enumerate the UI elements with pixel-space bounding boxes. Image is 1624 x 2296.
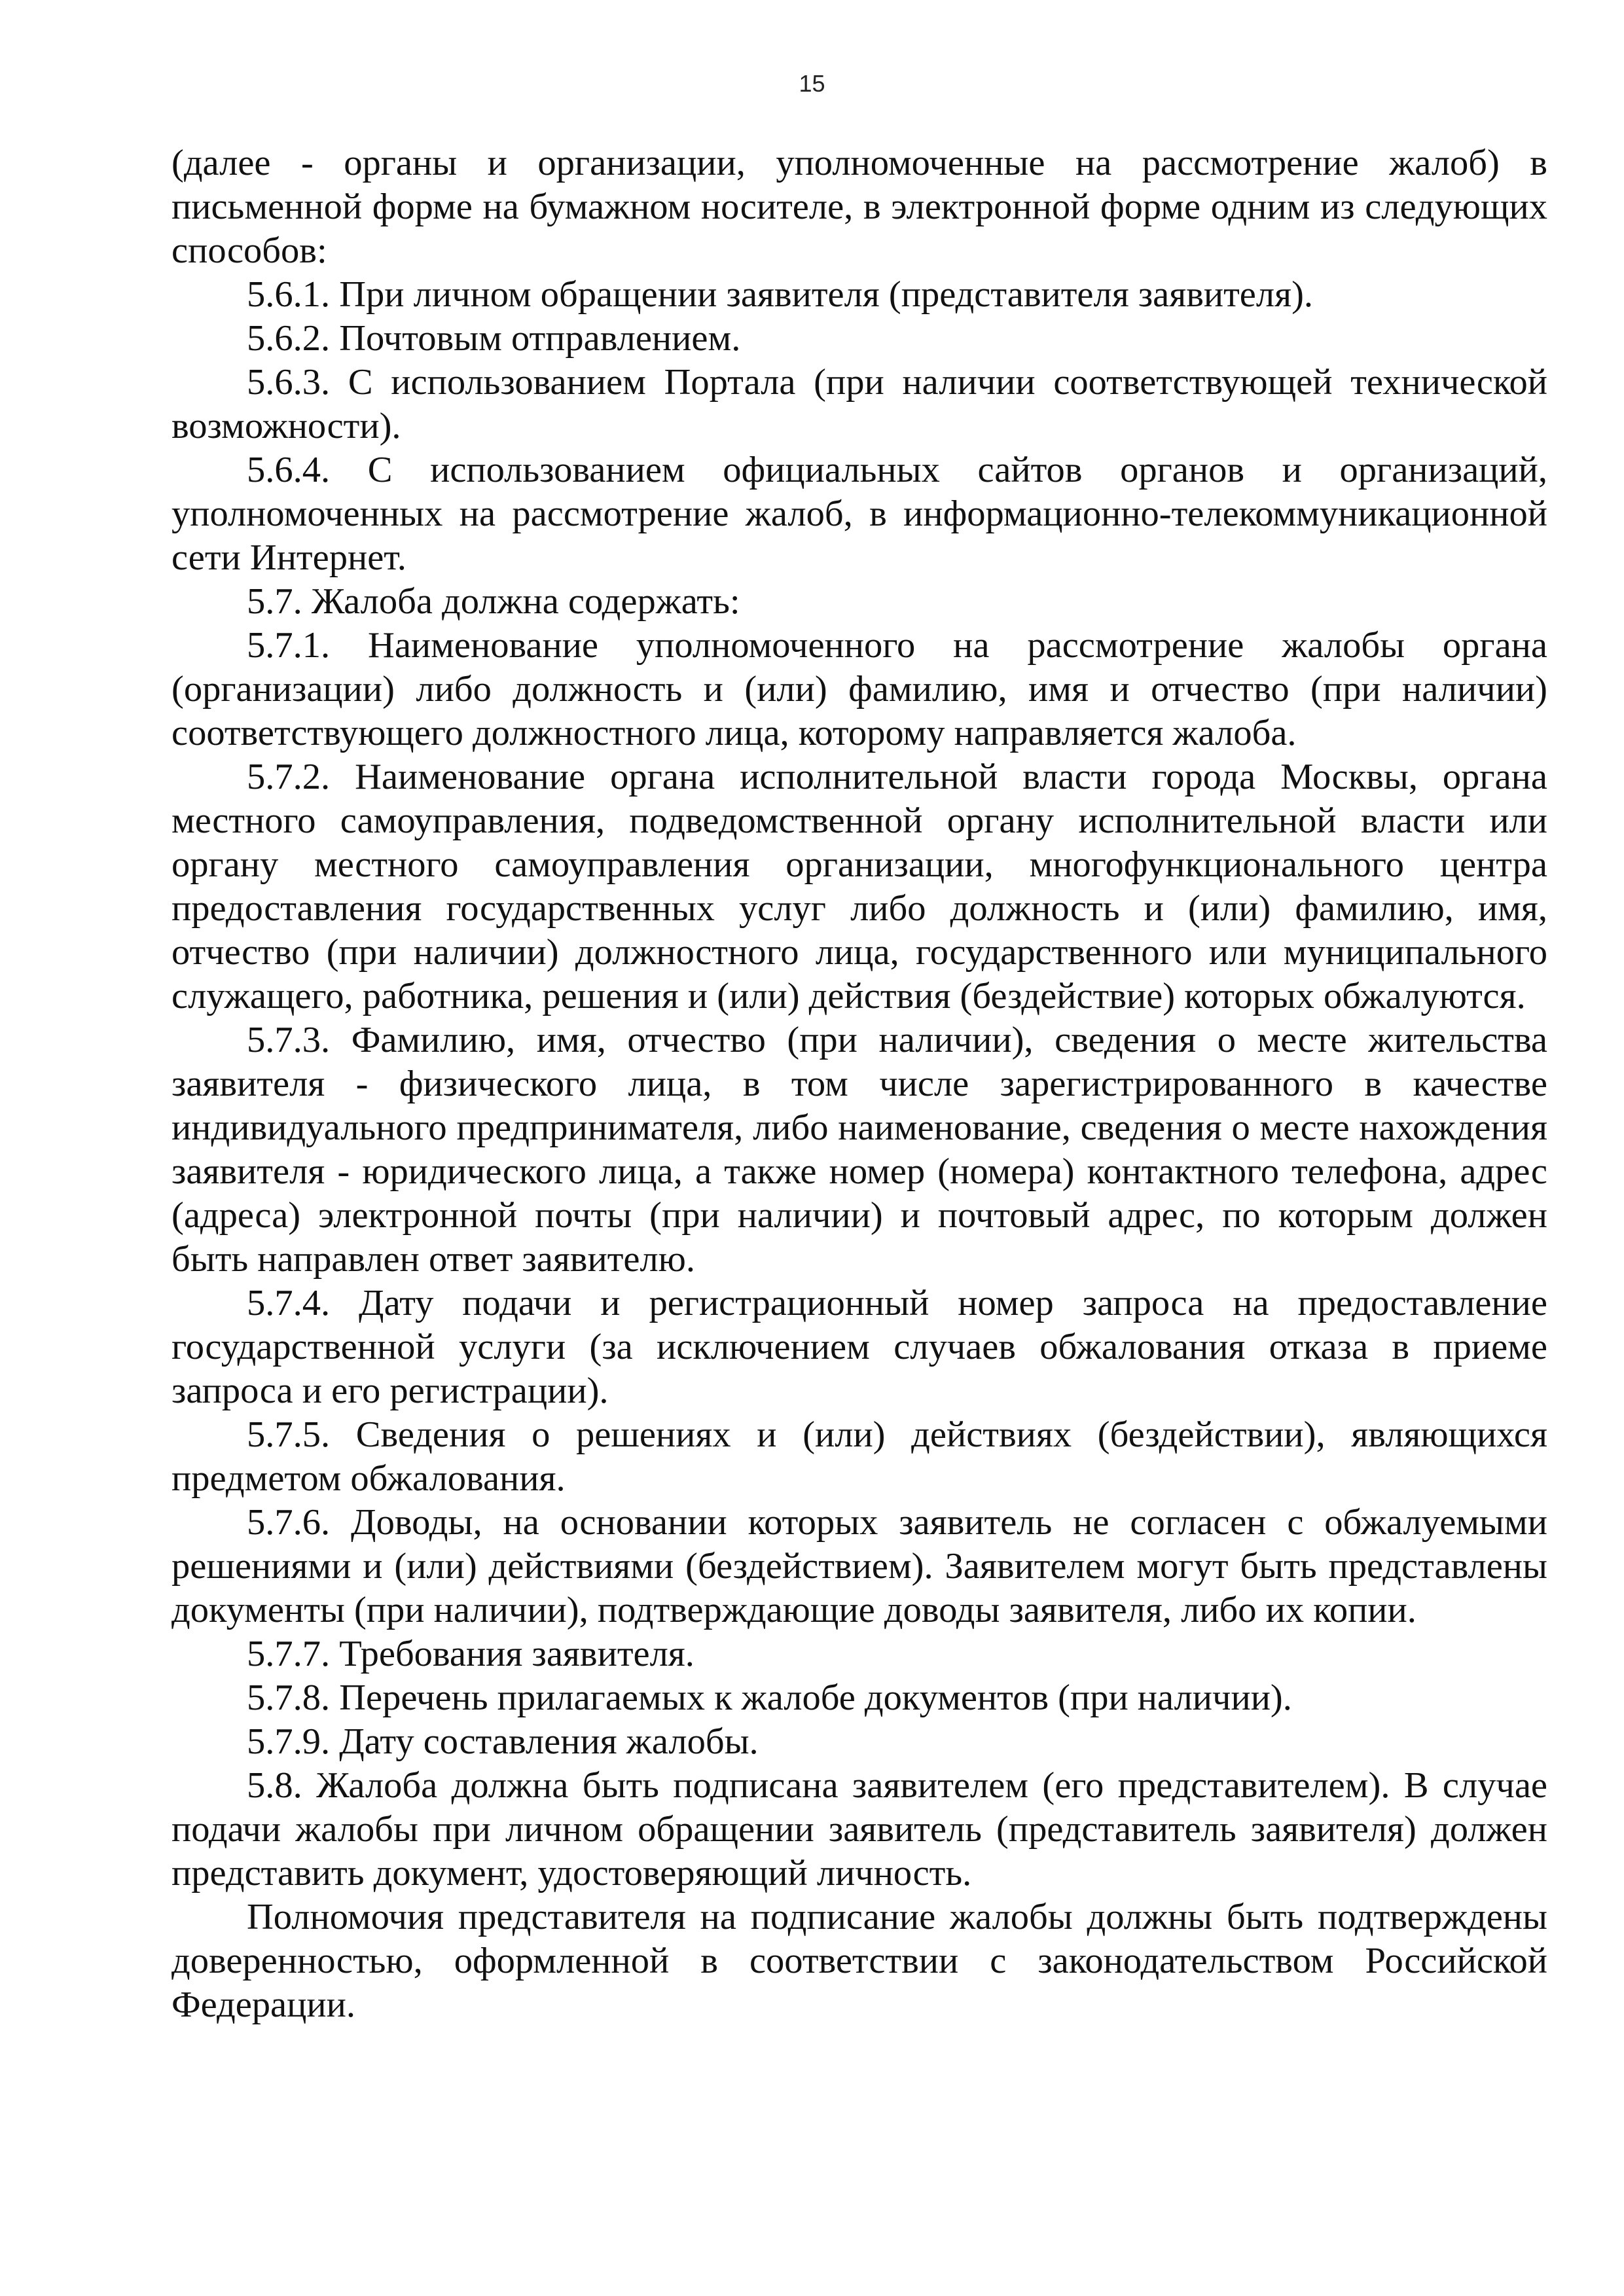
paragraph-5-7-9: 5.7.9. Дату составления жалобы.: [247, 1721, 759, 1762]
paragraph-5-7-6: 5.7.6. Доводы, на основании которых заявитель не согласен с обжалуемыми решениями и (или) действиями (бездействием). Заявителем могут быть представлены документы (при наличии), подтверждающие доводы заявителя, либо их копии.: [171, 1502, 1547, 1630]
paragraph-authority: Полномочия представителя на подписание жалобы должны быть подтверждены доверенностью, оформленной в соответствии с законодательством Российской Федерации.: [171, 1897, 1547, 2025]
paragraph-5-7: 5.7. Жалоба должна содержать:: [247, 581, 740, 622]
paragraph-5-7-3: 5.7.3. Фамилию, имя, отчество (при наличии), сведения о месте жительства заявителя - физического лица, в том числе зарегистрированного в качестве индивидуального предпринимателя, либо наименование, сведения о месте нахождения заявителя - юридического лица, а также номер (номера) контактного телефона, адрес (адреса) электронной почты (при наличии) и почтовый адрес, по которым должен быть направлен ответ заявителю.: [171, 1020, 1547, 1280]
paragraph-5-7-5: 5.7.5. Сведения о решениях и (или) действиях (бездействии), являющихся предметом обжалования.: [171, 1414, 1547, 1499]
paragraph-5-7-4: 5.7.4. Дату подачи и регистрационный номер запроса на предоставление государственной услуги (за исключением случаев обжалования отказа в приеме запроса и его регистрации).: [171, 1283, 1547, 1411]
paragraph-5-6-2: 5.6.2. Почтовым отправлением.: [247, 318, 741, 359]
paragraph-5-7-8: 5.7.8. Перечень прилагаемых к жалобе документов (при наличии).: [247, 1677, 1292, 1718]
paragraph-5-6-4: 5.6.4. С использованием официальных сайтов органов и организаций, уполномоченных на рассмотрение жалоб, в информационно-телекоммуникационной сети Интернет.: [171, 450, 1547, 578]
paragraph-5-7-7: 5.7.7. Требования заявителя.: [247, 1634, 695, 1674]
paragraph-5-7-1: 5.7.1. Наименование уполномоченного на рассмотрение жалобы органа (организации) либо должность и (или) фамилию, имя и отчество (при наличии) соответствующего должностного лица, которому направляется жалоба.: [171, 625, 1547, 753]
paragraph-intro: (далее - органы и организации, уполномоченные на рассмотрение жалоб) в письменной форме на бумажном носителе, в электронной форме одним из следующих способов:: [171, 143, 1547, 271]
paragraph-5-6-3: 5.6.3. С использованием Портала (при наличии соответствующей технической возможности).: [171, 362, 1547, 446]
paragraph-5-7-2: 5.7.2. Наименование органа исполнительной власти города Москвы, органа местного самоуправления, подведомственной органу исполнительной власти или органу местного самоуправления организации, многофункционального центра предоставления государственных услуг либо должность и (или) фамилию, имя, отчество (при наличии) должностного лица, государственного или муниципального служащего, работника, решения и (или) действия (бездействие) которых обжалуются.: [171, 757, 1547, 1016]
paragraph-5-6-1: 5.6.1. При личном обращении заявителя (представителя заявителя).: [247, 274, 1314, 315]
paragraph-5-8: 5.8. Жалоба должна быть подписана заявителем (его представителем). В случае подачи жалобы при личном обращении заявитель (представитель заявителя) должен представить документ, удостоверяющий личность.: [171, 1765, 1547, 1893]
document-body: [171, 141, 1547, 2027]
page-number: 15: [799, 70, 825, 97]
